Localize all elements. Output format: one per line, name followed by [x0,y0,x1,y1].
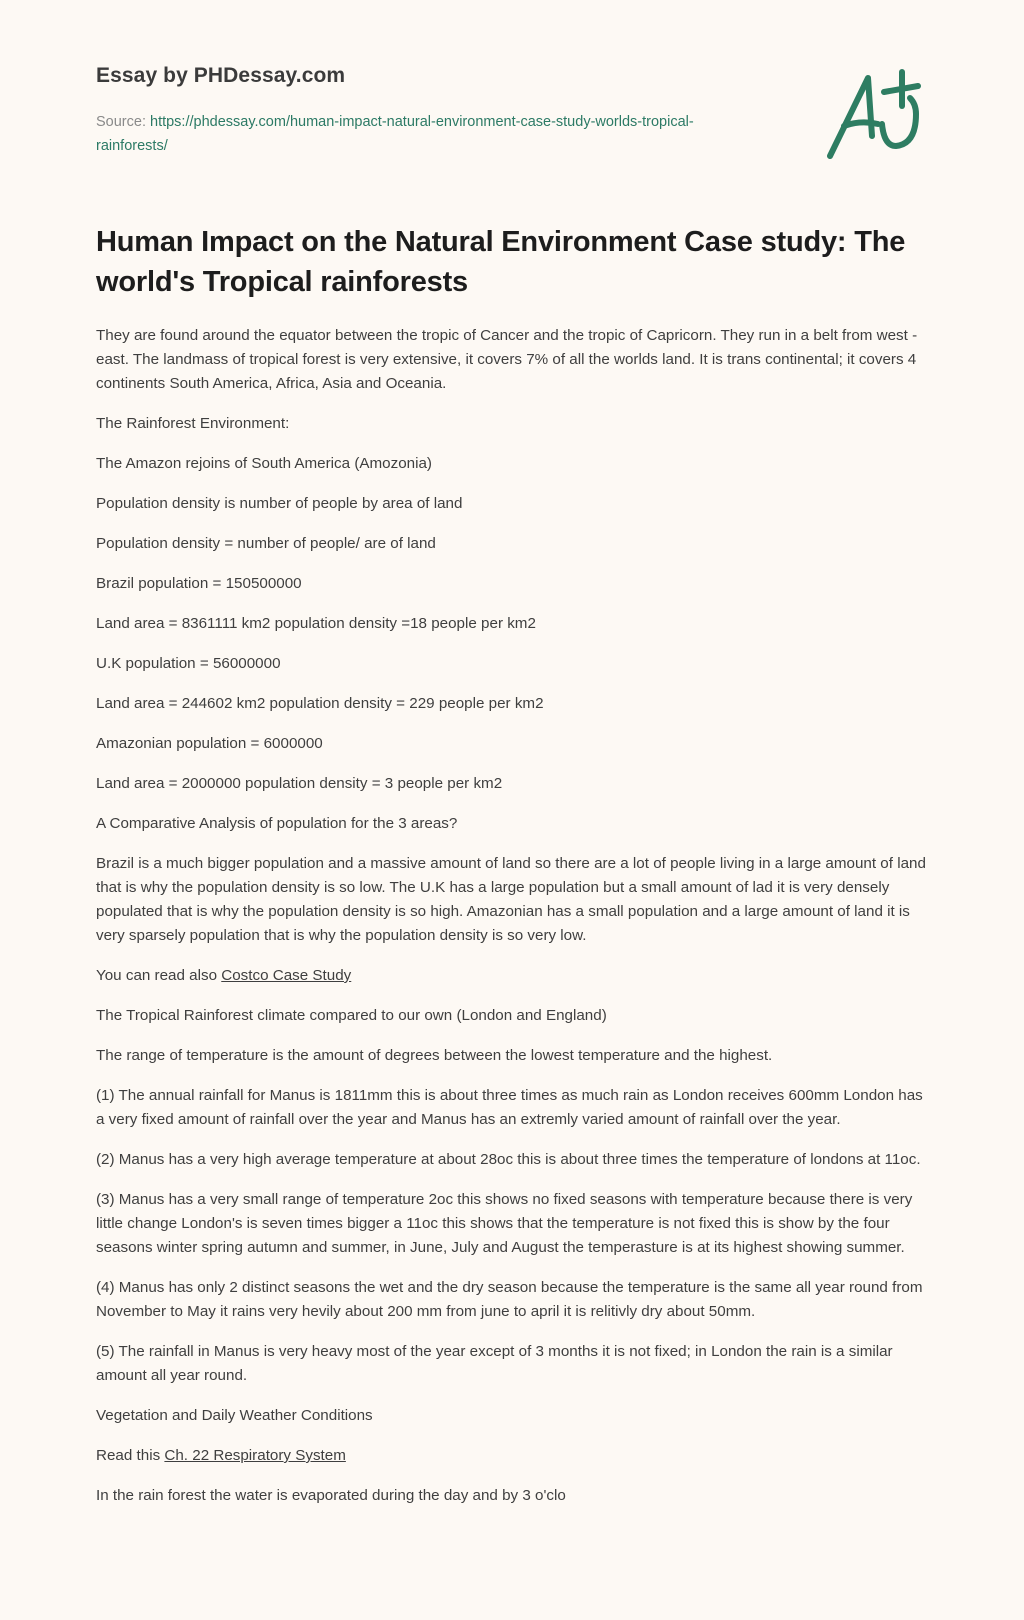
costco-case-study-link[interactable]: Costco Case Study [221,967,352,984]
paragraph: The Tropical Rainforest climate compared to our own (London and England) [96,1007,607,1024]
paragraph: Land area = 2000000 population density = 3 people per km2 [96,775,503,792]
a-plus-logo-icon [820,66,930,166]
paragraph: Vegetation and Daily Weather Conditions [96,1407,373,1424]
source-line [96,110,756,158]
read-also-costco [96,964,926,988]
paragraph: The range of temperature is the amount of degrees between the lowest temperature and the highest. [96,1047,773,1064]
paragraph: Land area = 244602 km2 population density = 229 people per km2 [96,695,544,712]
paragraph: U.K population = 56000000 [96,655,281,672]
paragraph: (1) The annual rainfall for Manus is 1811mm this is about three times as much rain as London receives 600mm London has a very fixed amount of rainfall over the year and Manus has an extremly varied amount of rainfall over the year. [96,1087,923,1128]
paragraph: Amazonian population = 6000000 [96,735,323,752]
paragraph: (5) The rainfall in Manus is very heavy most of the year except of 3 months it is not fixed; in London the rain is a similar amount all year round. [96,1343,893,1384]
page-header [96,0,926,170]
paragraph: In the rain forest the water is evaporated during the day and by 3 o'clo [96,1487,566,1504]
paragraph: Land area = 8361111 km2 population density =18 people per km2 [96,615,536,632]
paragraph: A Comparative Analysis of population for the 3 areas? [96,815,458,832]
read-also-prefix: You can read also [96,967,222,984]
source-label: Source: [96,114,150,130]
paragraph: The Amazon rejoins of South America (Amozonia) [96,455,432,472]
paragraph: Brazil population = 150500000 [96,575,302,592]
essay-page [96,0,926,1504]
paragraph: (3) Manus has a very small range of temperature 2oc this shows no fixed seasons with temperature because there is very little change London's is seven times bigger a 11oc this shows that the temperature is not fixed this is show by the four seasons winter spring autumn and summer, in June, July and August the temperasture is at its highest showing summer. [96,1191,913,1256]
read-this-prefix: Read this [96,1447,165,1464]
paragraph: The Rainforest Environment: [96,415,290,432]
respiratory-system-link[interactable]: Ch. 22 Respiratory System [164,1447,346,1464]
paragraph: They are found around the equator between the tropic of Cancer and the tropic of Capricorn. They run in a belt from west - east. The landmass of tropical forest is very extensive, it covers 7% of all the worlds land. It is trans continental; it covers 4 continents South America, Africa, Asia and Oceania. [96,327,918,392]
brand-title: Essay by PHDessay.com [96,64,346,87]
paragraph: Population density = number of people/ are of land [96,535,436,552]
source-link[interactable]: https://phdessay.com/human-impact-natural-environment-case-study-worlds-tropical-rainforests/ [96,114,694,154]
read-also-respiratory [96,1444,926,1468]
paragraph: (4) Manus has only 2 distinct seasons the wet and the dry season because the temperature is the same all year round from November to May it rains very hevily about 200 mm from june to april it is relitivly dry about 50mm. [96,1279,923,1320]
page-title: Human Impact on the Natural Environment Case study: The world's Tropical rainforests [96,226,906,298]
paragraph: Population density is number of people by area of land [96,495,463,512]
essay-body [96,324,926,1524]
paragraph: Brazil is a much bigger population and a massive amount of land so there are a lot of people living in a large amount of land that is why the population density is so low. The U.K has a large population but a small amount of lad it is very densely populated that is why the population density is so high. Amazonian has a small population and a large amount of land it is very sparsely population that is why the population density is so very low. [96,855,926,944]
paragraph: (2) Manus has a very high average temperature at about 28oc this is about three times the temperature of londons at 11oc. [96,1151,921,1168]
